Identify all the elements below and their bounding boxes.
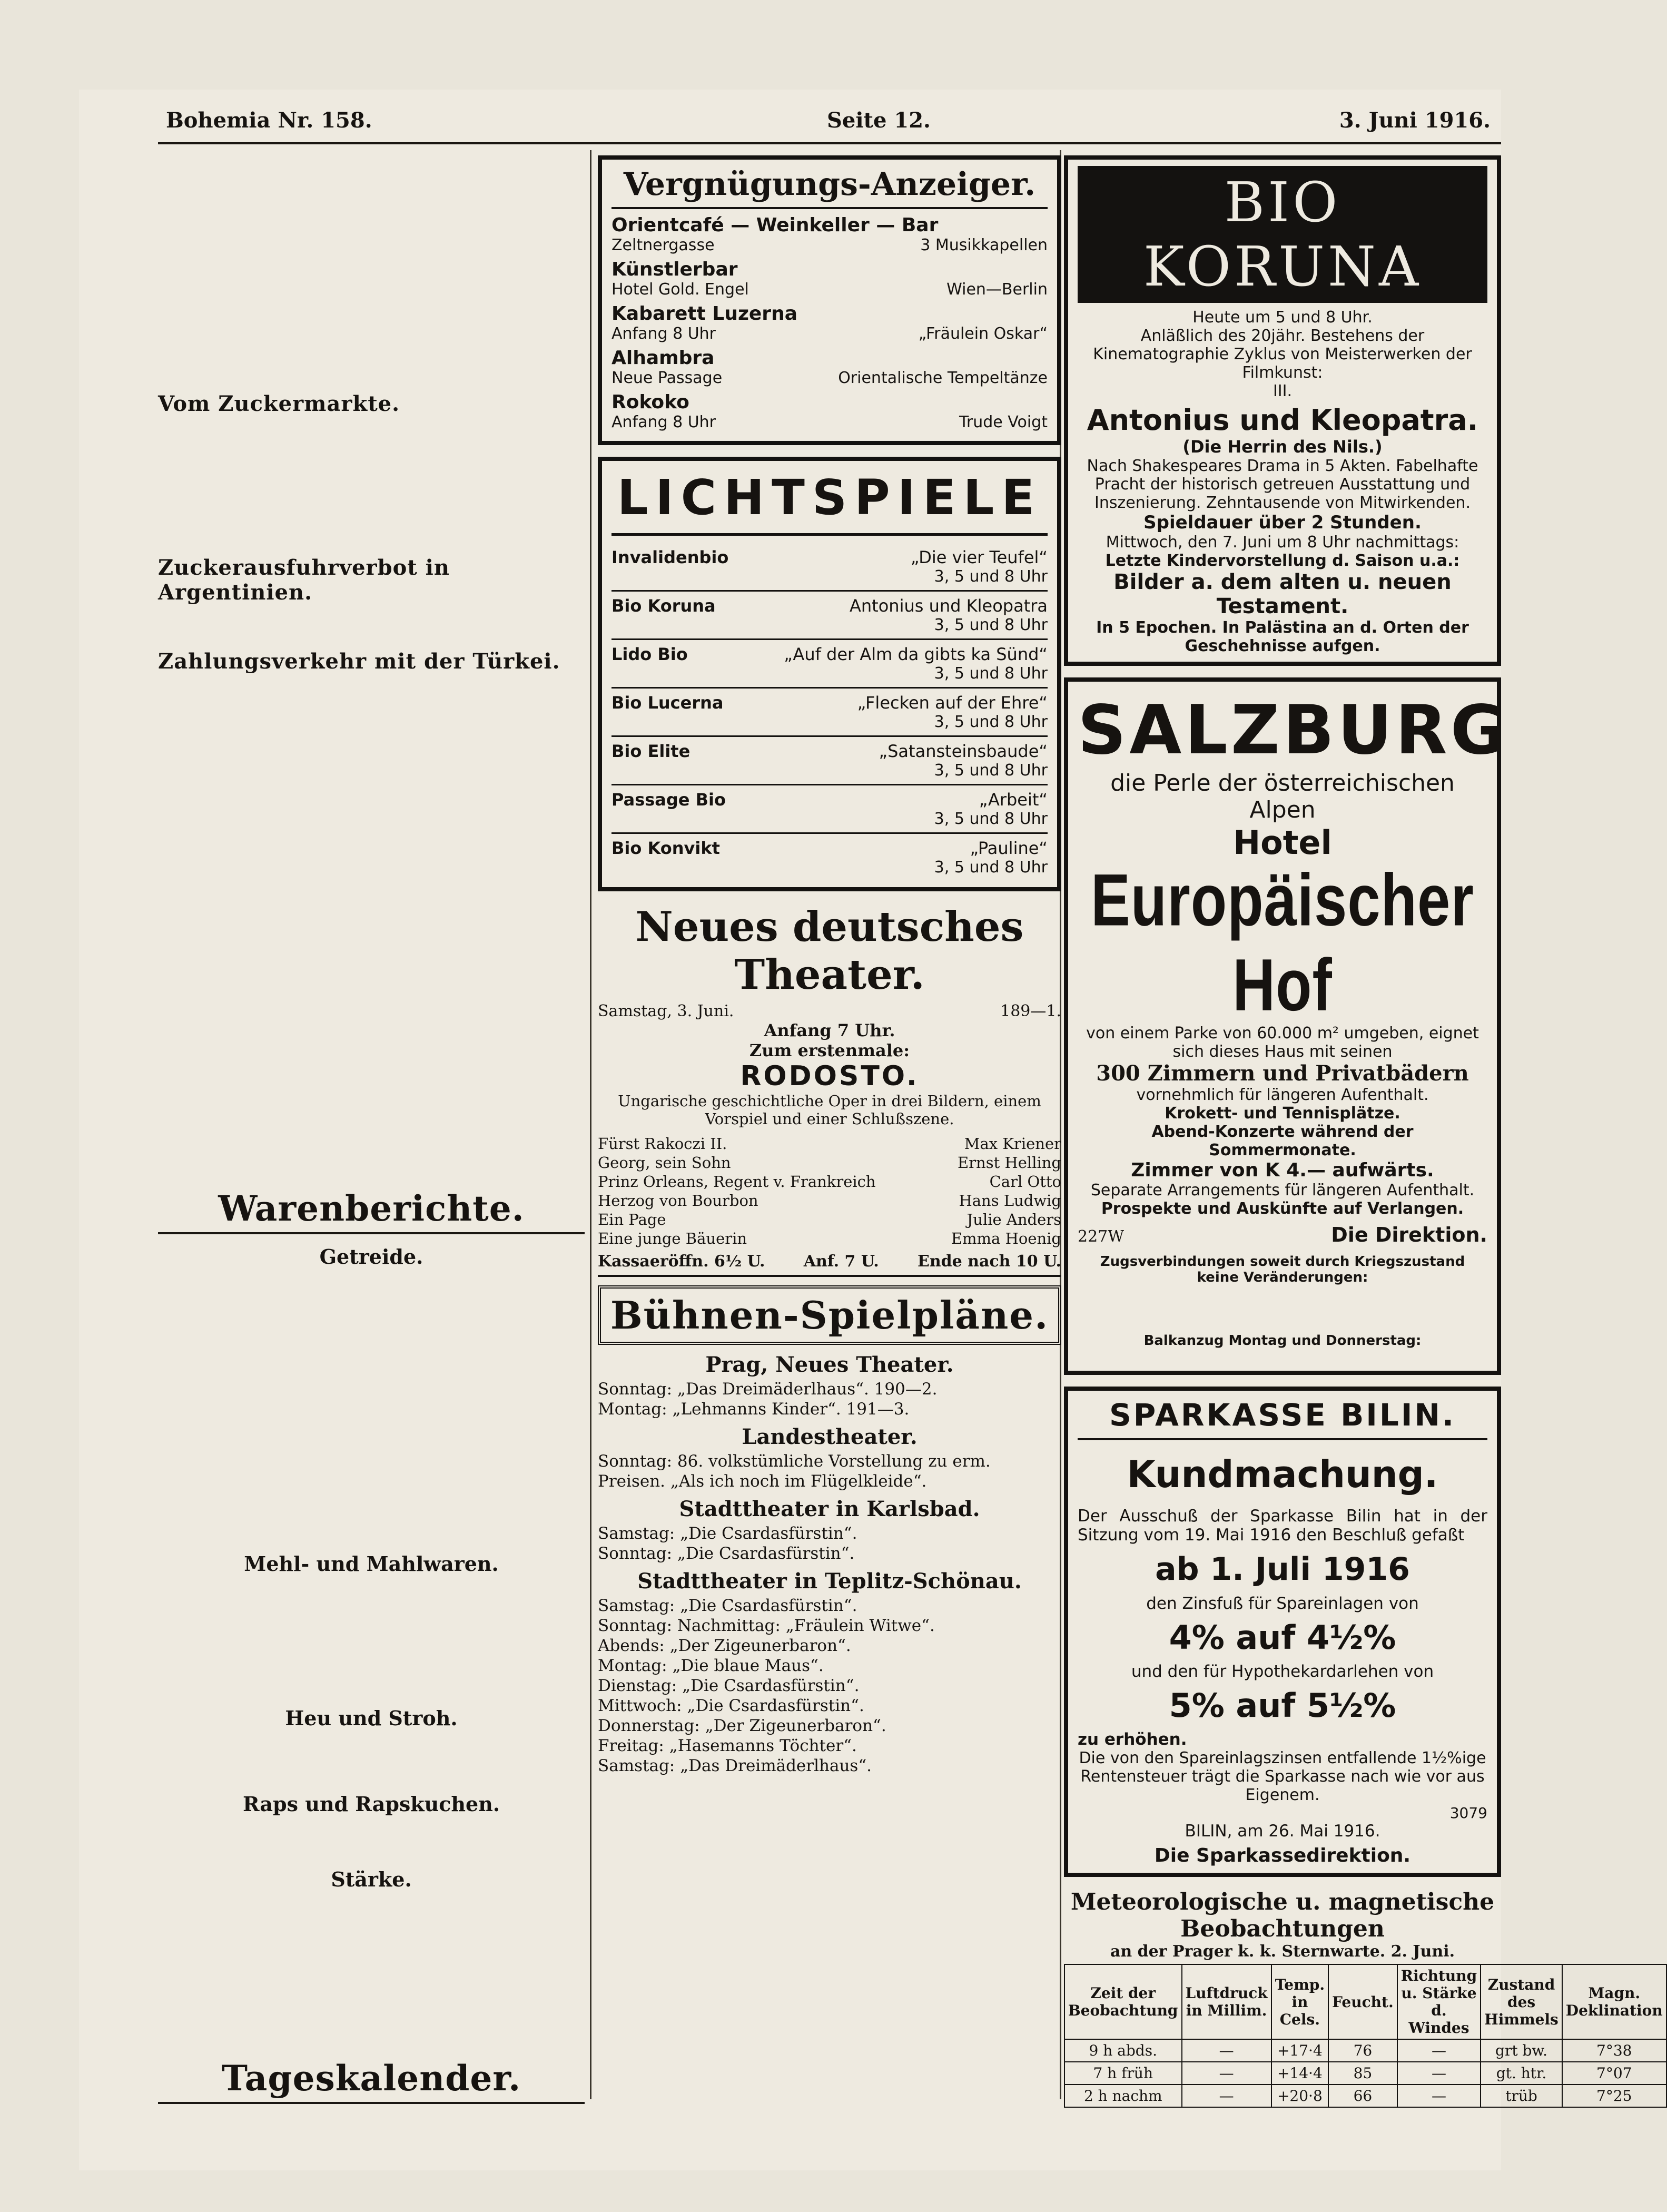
text-block <box>158 1579 585 1700</box>
cell: — <box>1397 2085 1481 2107</box>
cinema-row <box>611 785 1048 834</box>
meteo-header: Temp. in Cels. <box>1271 1964 1328 2039</box>
header-right: 3. Juni 1916. <box>1339 108 1491 133</box>
play-title: RODOSTO. <box>740 1060 919 1092</box>
cell: 2 h nachm <box>1064 2085 1182 2107</box>
cinema-film: „Satansteinsbaude“ <box>879 741 1048 761</box>
text-block <box>1078 1349 1487 1364</box>
cast-role: Ein Page <box>598 1211 666 1228</box>
meteo-title: Meteorologische u. magnetische Beobachtungen <box>1070 1889 1495 1942</box>
ad-code: 3079 <box>1449 1804 1487 1822</box>
ad-line: Spieldauer über 2 Stunden. <box>1143 512 1422 533</box>
plan-line: Samstag: „Die Csardasfürstin“. <box>598 1596 857 1615</box>
cast-role: Eine junge Bäuerin <box>598 1230 747 1247</box>
spielplaene-title: Bühnen-Spielpläne. <box>598 1285 1061 1345</box>
cast-actor: Max Kriener <box>964 1135 1061 1153</box>
table-row <box>1064 2085 1666 2107</box>
effective-date: ab 1. Juli 1916 <box>1155 1551 1410 1588</box>
cell: +14·4 <box>1271 2062 1328 2085</box>
cinema-film: „Auf der Alm da gibts ka Sünd“ <box>784 644 1048 664</box>
sparkasse-sign: Die Sparkassedirektion. <box>1154 1845 1411 1866</box>
plan-line: Sonntag: 86. volkstümliche Vorstellung zu erm. Preisen. „Als ich noch im Flügelkleide“. <box>598 1452 991 1491</box>
box-title: Vergnügungs-Anzeiger. <box>611 166 1048 209</box>
ad-line: vornehmlich für längeren Aufenthalt. <box>1136 1086 1429 1104</box>
subhead: Mehl- und Mahlwaren. <box>244 1552 499 1576</box>
meteo-header: Feucht. <box>1328 1964 1397 2039</box>
ad-line: Letzte Kindervorstellung d. Saison u.a.: <box>1105 552 1460 570</box>
text-block <box>158 1819 585 1861</box>
meteo-header: Zeit der Beobachtung <box>1064 1964 1182 2039</box>
balkan-head: Balkanzug Montag und Donnerstag: <box>1143 1333 1422 1349</box>
hotel-word: Hotel <box>1233 823 1332 862</box>
venue-right: Orientalische Tempeltänze <box>838 369 1048 387</box>
venue-left: Neue Passage <box>611 369 723 387</box>
cinema-film: „Pauline“ <box>970 838 1048 858</box>
vergnuegungs-anzeiger <box>598 155 1061 445</box>
meteo-header: Richtung u. Stärke d. Windes <box>1397 1964 1481 2039</box>
cinema-times: 3, 5 und 8 Uhr <box>934 713 1048 731</box>
theater-start: Anfang 7 Uhr. <box>764 1020 895 1040</box>
venue-left: Hotel Gold. Engel <box>611 280 749 299</box>
cell: grt bw. <box>1481 2039 1562 2062</box>
column-2 <box>598 155 1061 2115</box>
ad-line: von einem Parke von 60.000 m² umgeben, eignet sich dieses Haus mit seinen <box>1086 1024 1479 1061</box>
subhead: Raps und Rapskuchen. <box>242 1792 500 1816</box>
cinema-name: Passage Bio <box>611 790 726 810</box>
cast-actor: Julie Anders <box>966 1211 1061 1228</box>
cast-list <box>598 1134 1061 1248</box>
ad-line: Krokett- und Tennisplätze. <box>1165 1104 1400 1123</box>
ad-text: Die von den Spareinlagszinsen entfallende 1½%ige Rentensteuer trägt die Sparkasse nach wie vor aus Eigenem. <box>1079 1749 1486 1804</box>
meteo-header: Zustand des Himmels <box>1481 1964 1562 2039</box>
section-title: Tageskalender. <box>158 2058 585 2104</box>
plan-head: Stadttheater in Teplitz-Schönau. <box>637 1569 1022 1594</box>
salzburg-subtitle: die Perle der österreichischen Alpen <box>1110 770 1455 823</box>
cell: — <box>1182 2085 1271 2107</box>
plan-line: Abends: „Der Zigeunerbaron“. <box>598 1636 851 1655</box>
sparkasse-ad <box>1064 1387 1501 1877</box>
cell: gt. htr. <box>1481 2062 1562 2085</box>
cast-role: Herzog von Bourbon <box>598 1192 758 1210</box>
subhead: Getreide. <box>319 1245 423 1269</box>
cinema-times: 3, 5 und 8 Uhr <box>934 810 1048 828</box>
meteo-sub: an der Prager k. k. Sternwarte. 2. Juni. <box>1110 1942 1455 1961</box>
subhead: Stärke. <box>331 1867 412 1891</box>
venue-left: Zeltnergasse <box>611 236 715 254</box>
cast-role: Fürst Rakoczi II. <box>598 1135 727 1153</box>
cell: 76 <box>1328 2039 1397 2062</box>
cell: 85 <box>1328 2062 1397 2085</box>
text-block <box>158 608 585 640</box>
venue-right: 3 Musikkapellen <box>920 236 1048 254</box>
ad-line: Heute um 5 und 8 Uhr. <box>1192 308 1373 327</box>
table-row <box>1064 2039 1666 2062</box>
plan-line: Donnerstag: „Der Zigeunerbaron“. <box>598 1716 886 1735</box>
venue-name: Alhambra <box>611 347 715 369</box>
venue <box>611 259 1048 299</box>
cinema-name: Lido Bio <box>611 644 688 664</box>
header-left: Bohemia Nr. 158. <box>166 108 372 133</box>
cinema-row <box>611 592 1048 640</box>
plan-line: Montag: „Lehmanns Kinder“. 191—3. <box>598 1400 910 1419</box>
venue-left: Anfang 8 Uhr <box>611 325 716 343</box>
column-1 <box>158 155 585 2115</box>
text-block <box>158 155 585 382</box>
header-rule <box>158 142 1501 144</box>
spielplaene-section <box>598 1285 1061 1776</box>
salzburg-title: SALZBURG <box>1078 691 1509 770</box>
ad-text: und den für Hypothekardarlehen von <box>1131 1662 1434 1681</box>
text-block <box>158 1733 585 1786</box>
ad-code: 227W <box>1078 1227 1125 1246</box>
plan-head: Prag, Neues Theater. <box>705 1352 954 1377</box>
cast-actor: Hans Ludwig <box>959 1192 1061 1210</box>
play-desc: Ungarische geschichtliche Oper in drei Bildern, einem Vorspiel und einer Schlußszene. <box>618 1092 1041 1128</box>
end-time: Ende nach 10 U. <box>917 1252 1061 1271</box>
venue <box>611 391 1048 431</box>
plan-line: Mittwoch: „Die Csardasfürstin“. <box>598 1696 864 1715</box>
cell: 66 <box>1328 2085 1397 2107</box>
salzburg-ad <box>1064 677 1509 1375</box>
section-title: Warenberichte. <box>158 1188 585 1234</box>
text-block <box>158 1272 585 1546</box>
cinema-times: 3, 5 und 8 Uhr <box>934 664 1048 683</box>
text-block <box>158 1894 585 2037</box>
theater-section <box>598 903 1061 1277</box>
ad-line: Anläßlich des 20jähr. Bestehens der Kinematographie Zyklus von Meisterwerken der Filmkunst: <box>1093 327 1472 382</box>
cell: — <box>1397 2039 1481 2062</box>
theater-first: Zum erstenmale: <box>749 1040 910 1060</box>
lichtspiele-title: LICHTSPIELE <box>611 467 1048 536</box>
cinema-name: Bio Koruna <box>611 596 716 616</box>
meteo-header: Magn. Deklination <box>1562 1964 1666 2039</box>
venue <box>611 303 1048 343</box>
report-head: Zahlungsverkehr mit der Türkei. <box>158 649 560 674</box>
ad-place: BILIN, am 26. Mai 1916. <box>1185 1822 1380 1841</box>
venue-name: Kabarett Luzerna <box>611 303 797 325</box>
bio-koruna-title: BIO KORUNA <box>1078 166 1487 303</box>
report-head: Vom Zuckermarkte. <box>158 391 400 416</box>
cast-actor: Emma Hoenig <box>951 1230 1061 1247</box>
ad-line: Mittwoch, den 7. Juni um 8 Uhr nachmittags: <box>1106 533 1459 552</box>
ad-text: den Zinsfuß für Spareinlagen von <box>1146 1594 1419 1613</box>
cinema-times: 3, 5 und 8 Uhr <box>934 858 1048 877</box>
ad-line: Abend-Konzerte während der Sommermonate. <box>1151 1123 1414 1159</box>
cast-role: Georg, sein Sohn <box>598 1154 731 1172</box>
ad-line: Nach Shakespeares Drama in 5 Akten. Fabelhafte Pracht der historisch getreuen Ausstattung und Inszenierung. Zehntausende von Mitwirkenden. <box>1087 457 1478 512</box>
venue-right: Trude Voigt <box>959 413 1048 431</box>
ad-line: 300 Zimmern und Privatbädern <box>1096 1061 1469 1086</box>
cinema-row <box>611 543 1048 592</box>
column-rule <box>590 150 591 2099</box>
start-time: Anf. 7 U. <box>803 1252 879 1271</box>
zug-head: Zugsverbindungen soweit durch Kriegszustand keine Veränderungen: <box>1100 1254 1465 1285</box>
venue-name: Rokoko <box>611 391 689 413</box>
cell: +17·4 <box>1271 2039 1328 2062</box>
venue-name: Künstlerbar <box>611 259 738 280</box>
plan-head: Landestheater. <box>742 1424 918 1449</box>
kassa-open: Kassaeröffn. 6½ U. <box>598 1252 765 1271</box>
subhead: Heu und Stroh. <box>285 1706 458 1730</box>
plan-line: Sonntag: „Die Csardasfürstin“. <box>598 1544 855 1563</box>
cell: trüb <box>1481 2085 1562 2107</box>
cell: 7°25 <box>1562 2085 1666 2107</box>
cell: 7°38 <box>1562 2039 1666 2062</box>
cinema-film: „Die vier Teufel“ <box>910 547 1048 567</box>
cinema-times: 3, 5 und 8 Uhr <box>934 567 1048 586</box>
ad-text: zu erhöhen. <box>1078 1730 1187 1749</box>
page-header <box>79 108 1501 142</box>
meteo-section <box>1064 1889 1663 2108</box>
plan-line: Sonntag: „Das Dreimäderlhaus“. 190—2. <box>598 1380 938 1399</box>
bio-koruna-ad <box>1064 155 1501 666</box>
cinema-film: „Flecken auf der Ehre“ <box>857 693 1048 713</box>
plan-line: Samstag: „Das Dreimäderlhaus“. <box>598 1756 872 1775</box>
cast-actor: Carl Otto <box>989 1173 1061 1191</box>
cinema-row <box>611 689 1048 737</box>
cinema-name: Invalidenbio <box>611 547 729 567</box>
cell: 7°07 <box>1562 2062 1666 2085</box>
cinema-film: „Arbeit“ <box>979 790 1048 810</box>
plan-line: Montag: „Die blaue Maus“. <box>598 1656 824 1675</box>
hotel-name: Europäischer Hof <box>1091 859 1474 1026</box>
film-title: Antonius und Kleopatra. <box>1087 404 1478 437</box>
plan-line: Dienstag: „Die Csardasfürstin“. <box>598 1676 860 1695</box>
cinema-name: Bio Lucerna <box>611 693 724 713</box>
cinema-times: 3, 5 und 8 Uhr <box>934 616 1048 634</box>
venue-left: Anfang 8 Uhr <box>611 413 716 431</box>
cinema-times: 3, 5 und 8 Uhr <box>934 761 1048 780</box>
ad-line: Prospekte und Auskünfte auf Verlangen. <box>1101 1200 1464 1218</box>
sparkasse-title: SPARKASSE BILIN. <box>1078 1397 1487 1440</box>
kundmachung: Kundmachung. <box>1127 1453 1438 1496</box>
plan-line: Samstag: „Die Csardasfürstin“. <box>598 1524 857 1543</box>
venue-right: „Fräulein Oskar“ <box>918 325 1048 343</box>
meteo-header: Luftdruck in Millim. <box>1182 1964 1271 2039</box>
theater-title: Neues deutsches Theater. <box>635 903 1024 999</box>
cinema-name: Bio Konvikt <box>611 838 720 858</box>
cell: — <box>1397 2062 1481 2085</box>
cinema-row <box>611 737 1048 785</box>
plan-head: Stadttheater in Karlsbad. <box>679 1497 980 1521</box>
ad-line: Zimmer von K 4.— aufwärts. <box>1131 1159 1434 1181</box>
ad-line: Separate Arrangements für längeren Aufenthalt. <box>1090 1181 1475 1200</box>
meteo-table <box>1064 1964 1667 2108</box>
cinema-row <box>611 640 1048 689</box>
venue-right: Wien—Berlin <box>946 280 1048 299</box>
cell: 7 h früh <box>1064 2062 1182 2085</box>
film-subtitle: (Die Herrin des Nils.) <box>1182 437 1383 457</box>
cell: 9 h abds. <box>1064 2039 1182 2062</box>
direktion: Die Direktion. <box>1331 1223 1487 1246</box>
ad-text: Der Ausschuß der Sparkasse Bilin hat in der Sitzung vom 19. Mai 1916 den Beschluß gefaßt <box>1078 1507 1487 1545</box>
column-3 <box>1064 155 1663 2115</box>
report-head: Zuckerausfuhrverbot in Argentinien. <box>158 555 450 605</box>
plan-line: Freitag: „Hasemanns Töchter“. <box>598 1736 857 1755</box>
ad-line: III. <box>1273 382 1293 400</box>
venue-name: Orientcafé — Weinkeller — Bar <box>611 214 939 236</box>
mortgage-rate: 5% auf 5½% <box>1169 1686 1396 1725</box>
cinema-film: Antonius und Kleopatra <box>849 596 1048 616</box>
plan-line: Sonntag: Nachmittag: „Fräulein Witwe“. <box>598 1616 935 1635</box>
table-row <box>1064 2062 1666 2085</box>
lichtspiele-box <box>598 457 1061 891</box>
text-block <box>1078 1285 1487 1333</box>
bilder-line: Bilder a. dem alten u. neuen Testament. <box>1113 570 1452 618</box>
cinema-row <box>611 834 1048 881</box>
venue <box>611 347 1048 387</box>
venue <box>611 214 1048 254</box>
ad-line: In 5 Epochen. In Palästina an d. Orten der Geschehnisse aufgen. <box>1096 618 1469 655</box>
cast-role: Prinz Orleans, Regent v. Frankreich <box>598 1173 876 1191</box>
savings-rate: 4% auf 4½% <box>1169 1618 1396 1657</box>
text-block <box>158 419 585 546</box>
text-block <box>158 677 585 1167</box>
cell: — <box>1182 2062 1271 2085</box>
cell: +20·8 <box>1271 2085 1328 2107</box>
header-center: Seite 12. <box>827 108 931 133</box>
cast-actor: Ernst Helling <box>958 1154 1061 1172</box>
theater-date: Samstag, 3. Juni. <box>598 1002 734 1020</box>
cinema-name: Bio Elite <box>611 741 691 761</box>
theater-number: 189—1. <box>1000 1002 1061 1020</box>
cell: — <box>1182 2039 1271 2062</box>
